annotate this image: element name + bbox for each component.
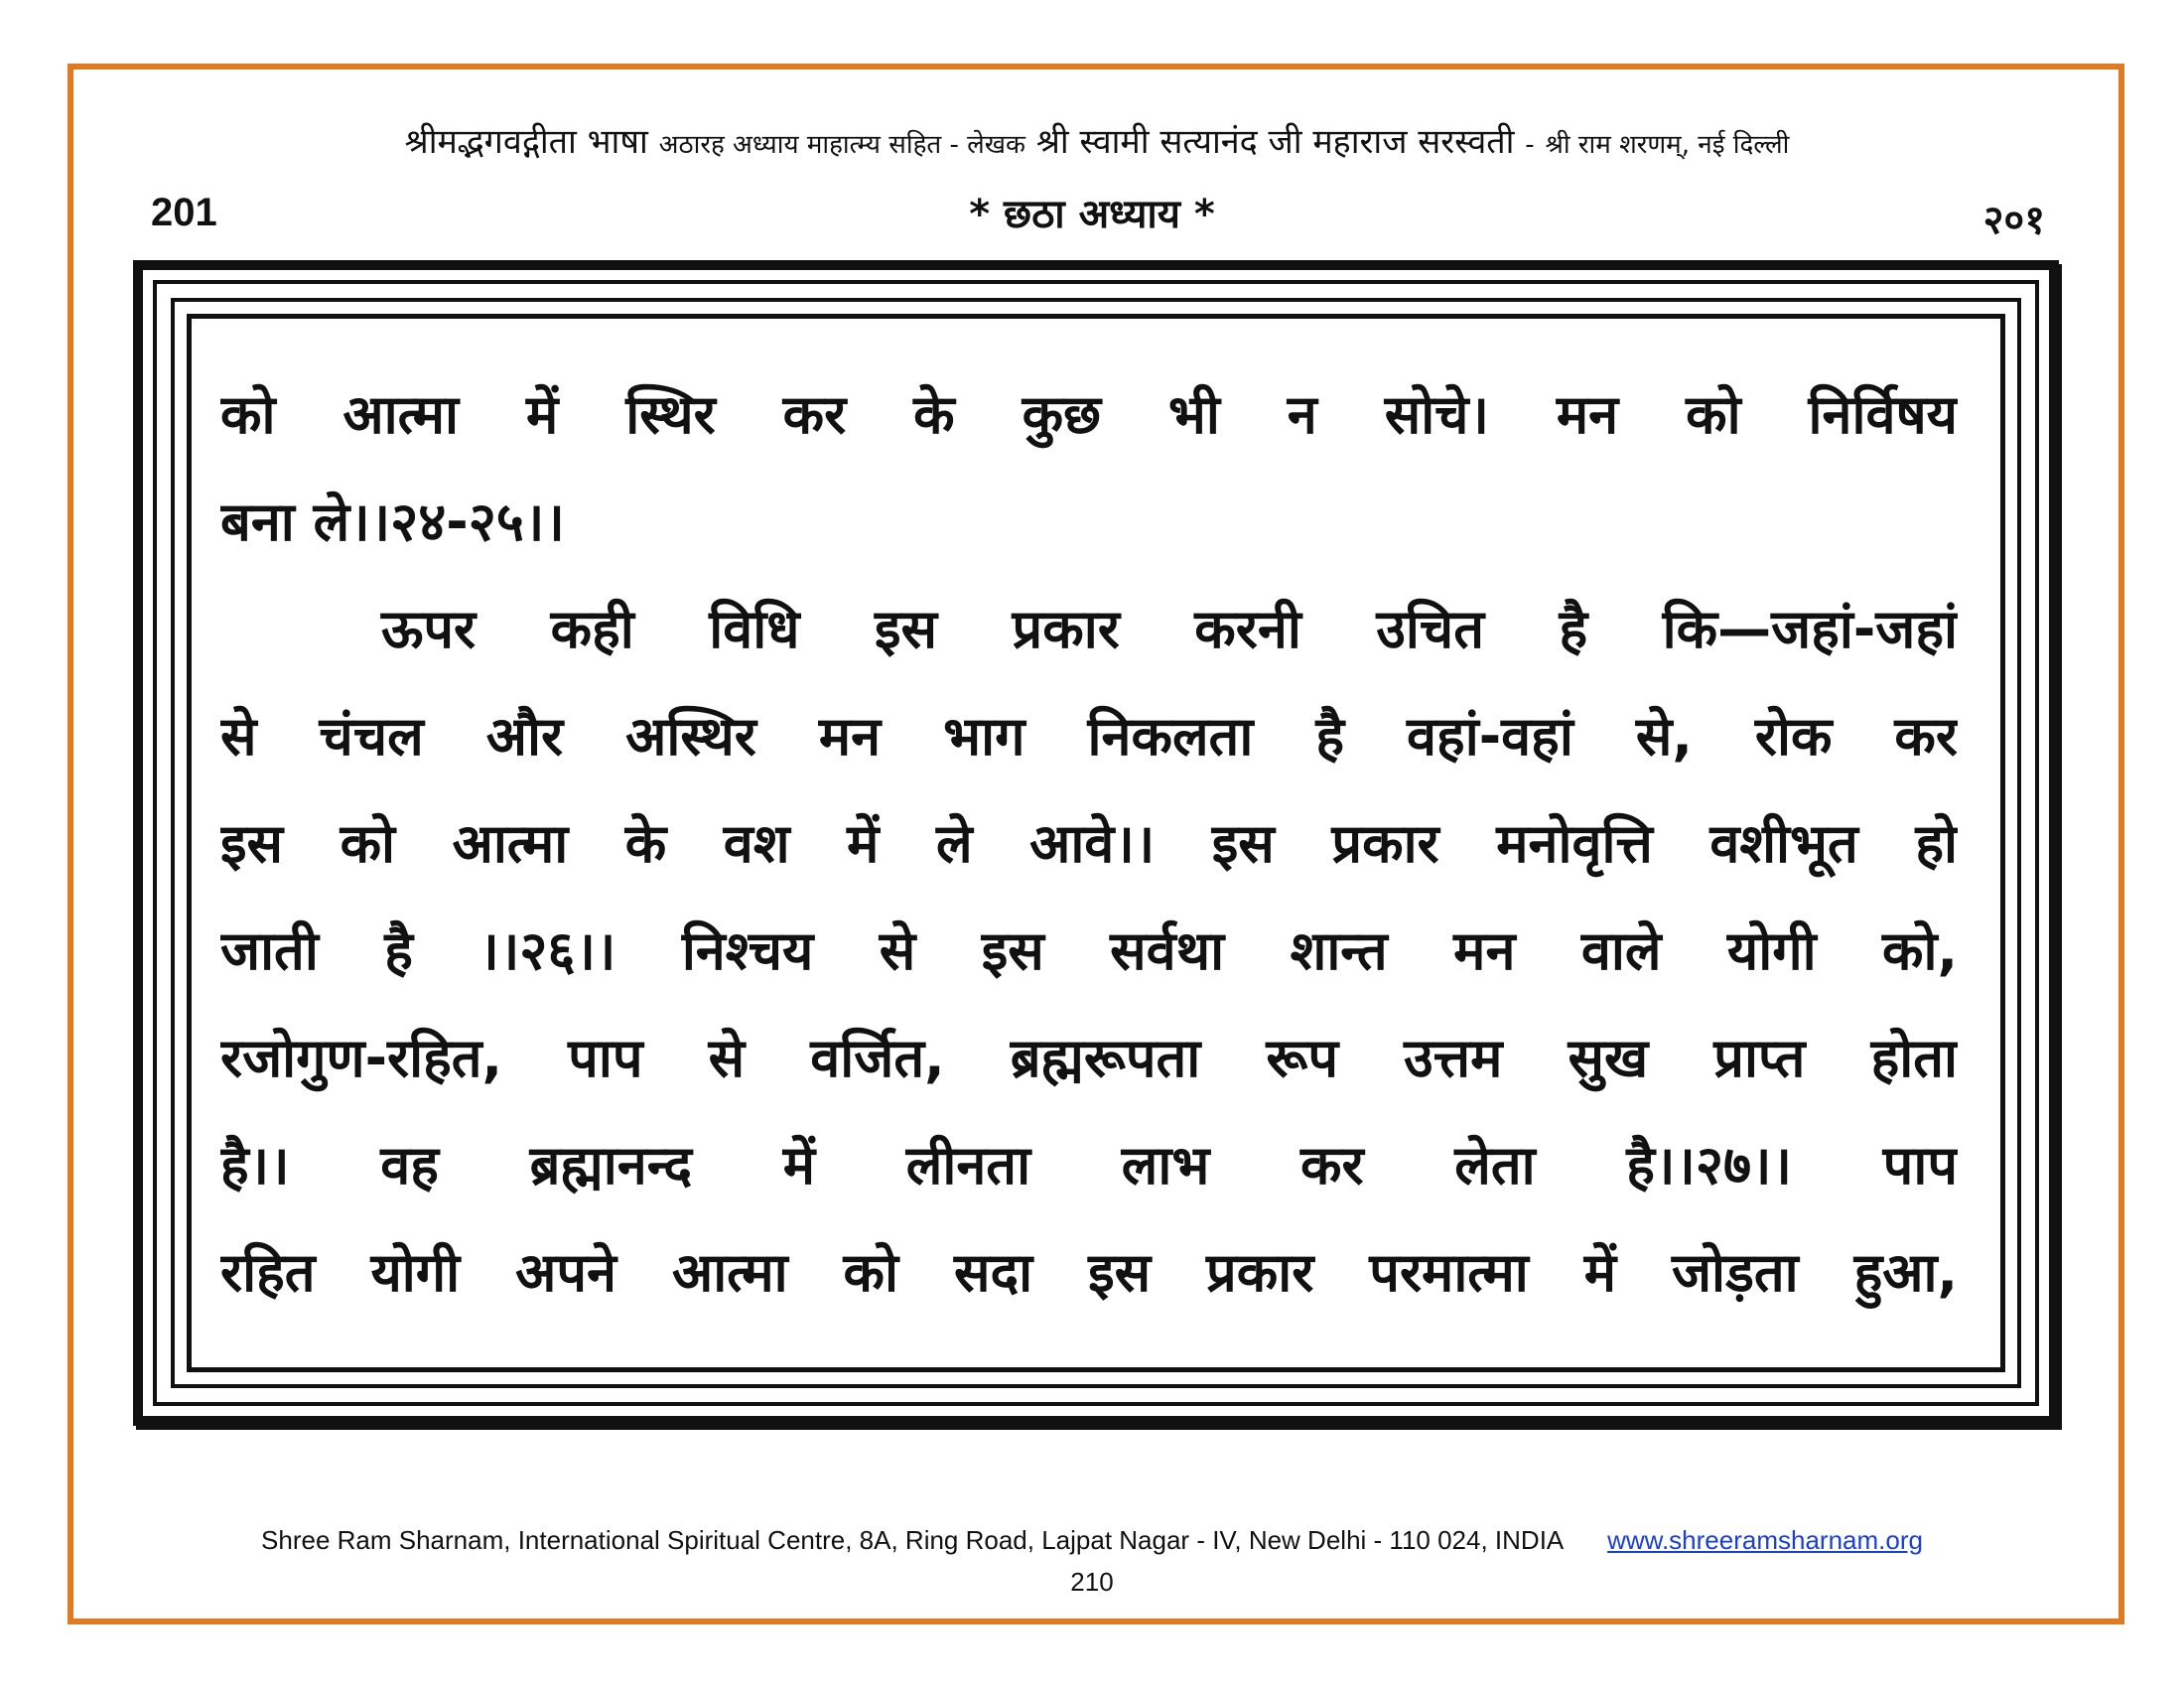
website-link[interactable]: www.shreeramsharnam.org: [1607, 1525, 1923, 1555]
page-number-right: २०१: [1982, 198, 2045, 243]
header-separator: -: [1525, 130, 1535, 160]
running-header: [129, 117, 2065, 163]
text-line: इस को आत्मा के वश में ले आवे।। इस प्रकार मनोवृत्ति वशीभूत हो: [220, 812, 1958, 875]
text-line: रजोगुण-रहित, पाप से वर्जित, ब्रह्मरूपता रूप उत्तम सुख प्राप्त होता: [220, 1027, 1958, 1089]
chapter-title: * छठा अध्याय *: [969, 192, 1215, 237]
page-number-left: 201: [151, 191, 217, 234]
text-line: ऊपर कही विधि इस प्रकार करनी उचित है कि—जहां-जहां: [381, 598, 1958, 660]
book-title: श्रीमद्भगवद्गीता भाषा: [404, 122, 648, 162]
text-line: है।। वह ब्रह्मानन्द में लीनता लाभ कर लेता है।।२७।। पाप: [220, 1134, 1958, 1196]
author-name: श्री स्वामी सत्यानंद जी महाराज सरस्वती: [1035, 122, 1515, 162]
publisher-name: श्री राम शरणम्, नई दिल्ली: [1545, 130, 1790, 160]
footer-page-number: 210: [1070, 1567, 1114, 1597]
text-line: रहित योगी अपने आत्मा को सदा इस प्रकार परमात्मा में जोड़ता हुआ,: [220, 1241, 1958, 1304]
footer: [0, 1525, 2184, 1556]
footer-address: Shree Ram Sharnam, International Spiritual Centre, 8A, Ring Road, Lajpat Nagar - IV, New Delhi - 110 024, INDIA: [261, 1525, 1563, 1555]
text-line: से चंचल और अस्थिर मन भाग निकलता है वहां-वहां से, रोक कर: [220, 705, 1958, 768]
book-subtitle: अठारह अध्याय माहात्म्य सहित - लेखक: [658, 130, 1025, 160]
text-line: बना ले।।२४-२५।।: [220, 491, 565, 553]
scripture-text: [220, 361, 1958, 1327]
text-line: जाती है ।।२६।। निश्चय से इस सर्वथा शान्त मन वाले योगी को,: [220, 919, 1958, 982]
text-line: को आत्मा में स्थिर कर के कुछ भी न सोचे। मन को निर्विषय: [220, 383, 1958, 446]
